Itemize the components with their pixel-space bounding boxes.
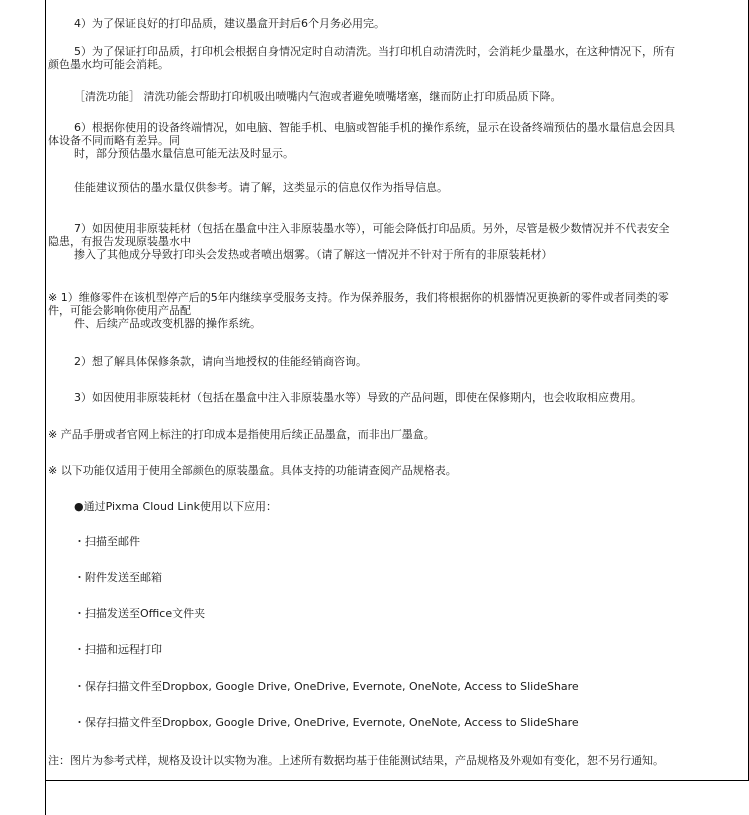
cleaning-function: ［清洗功能］ 清洗功能会帮助打印机吸出喷嘴内气泡或者避免喷嘴堵塞，继而防止打印质品质下降。 [74,90,562,103]
service-note-2: 2）想了解具体保修条款，请向当地授权的佳能经销商咨询。 [74,355,367,368]
disclaimer: 注：图片为参考式样，规格及设计以实物为准。上述所有数据均基于佳能测试结果，产品规格及外观如有变化，恕不另行通知。 [48,754,664,767]
service-note-3: 3）如因使用非原装耗材（包括在墨盒中注入非原装墨水等）导致的产品问题，即使在保修期内，也会收取相应费用。 [74,391,642,404]
list-item: ・扫描和远程打印 [74,643,162,656]
print-cost-note: ※ 产品手册或者官网上标注的打印成本是指使用后续正品墨盒，而非出厂墨盒。 [48,428,435,441]
list-item: ・附件发送至邮箱 [74,571,162,584]
service-note-1: ※ 1）维修零件在该机型停产后的5年内继续享受服务支持。作为保养服务，我们将根据你的机器情况更换新的零件或者同类的零 件，可能会影响你使用产品配 件、后续产品或改变机器的操作系统。 [48,291,669,330]
note-7: 7）如因使用非原装耗材（包括在墨盒中注入非原装墨水等），可能会降低打印品质。另外，尽管是极少数情况并不代表安全 隐患，有报告发现原装墨水中 掺入了其他成分导致打印头会发热或者喷出烟雾。（请了解这一情况并不针对于所有的非原装耗材） [48,222,670,261]
note-5: 5）为了保证打印品质，打印机会根据自身情况定时自动清洗。当打印机自动清洗时，会消耗少量墨水，在这种情况下，所有 颜色墨水均可能会消耗。 [48,45,675,71]
list-item: ・扫描至邮件 [74,535,140,548]
note-4: 4）为了保证良好的打印品质，建议墨盒开封后6个月务必用完。 [74,17,385,30]
table-border-bottom [45,780,749,781]
list-item: ・扫描发送至Office文件夹 [74,607,206,620]
ink-estimate-note: 佳能建议预估的墨水量仅供参考。请了解，这类显示的信息仅作为指导信息。 [74,181,448,194]
list-item: ・保存扫描文件至Dropbox, Google Drive, OneDrive, Evernote, OneNote, Access to SlideShare [74,680,579,693]
note-6: 6）根据你使用的设备终端情况，如电脑、智能手机、电脑或智能手机的操作系统，显示在设备终端预估的墨水量信息会因具 体设备不同而略有差异。同 时，部分预估墨水量信息可能无法及时显示。 [48,121,675,160]
list-item: ・保存扫描文件至Dropbox, Google Drive, OneDrive, Evernote, OneNote, Access to SlideShare [74,716,579,729]
pixma-cloud-link: ●通过Pixma Cloud Link使用以下应用： [74,500,277,513]
notes-cell [46,0,746,780]
function-note: ※ 以下功能仅适用于使用全部颜色的原装墨盒。具体支持的功能请查阅产品规格表。 [48,464,457,477]
